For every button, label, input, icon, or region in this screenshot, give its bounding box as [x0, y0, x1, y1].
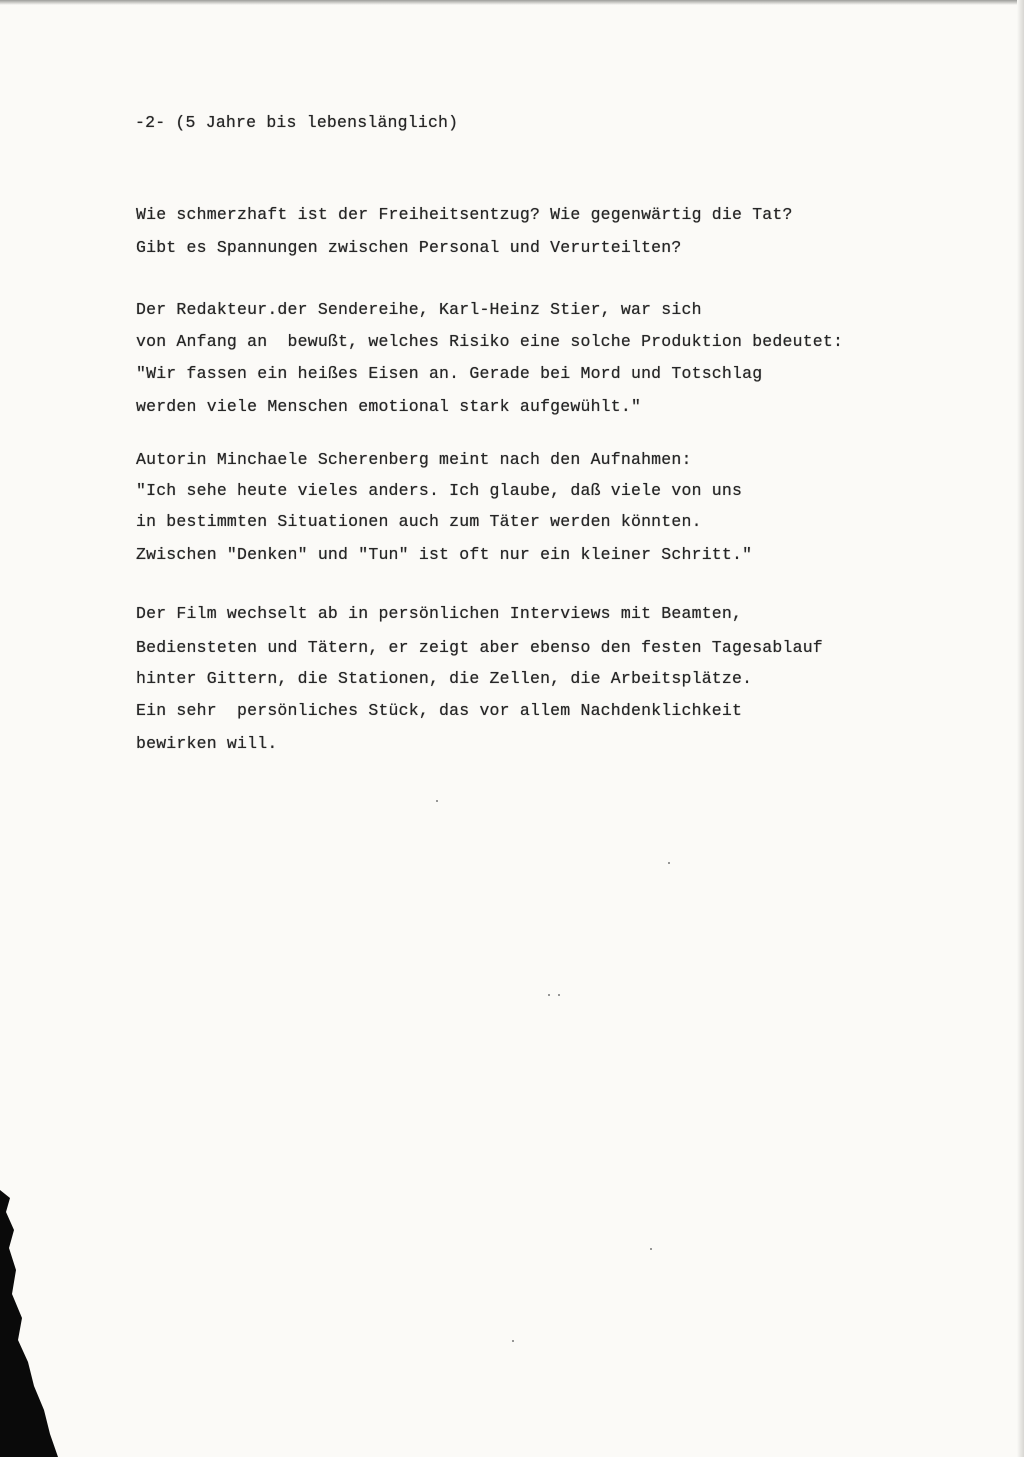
paragraph-4-line-3: hinter Gittern, die Stationen, die Zellen, die Arbeitsplätze. — [136, 669, 753, 688]
paper-speck — [436, 800, 438, 802]
paper-speck — [650, 1248, 652, 1250]
paragraph-3-line-2: "Ich sehe heute vieles anders. Ich glaube, daß viele von uns — [136, 481, 743, 500]
paragraph-2-line-1: Der Redakteur.der Sendereihe, Karl-Heinz Stier, war sich — [136, 300, 702, 319]
paper-speck — [558, 994, 560, 996]
paragraph-4-line-5: bewirken will. — [136, 734, 278, 753]
paragraph-4-line-1: Der Film wechselt ab in persönlichen Interviews mit Beamten, — [136, 604, 743, 623]
paragraph-3-line-3: in bestimmten Situationen auch zum Täter werden könnten. — [136, 512, 702, 531]
paragraph-1-line-1: Wie schmerzhaft ist der Freiheitsentzug? Wie gegenwärtig die Tat? — [136, 205, 793, 224]
page-heading: -2- (5 Jahre bis lebenslänglich) — [135, 113, 459, 132]
paragraph-1-line-2: Gibt es Spannungen zwischen Personal und Verurteilten? — [136, 238, 682, 257]
paragraph-3-line-1: Autorin Minchaele Scherenberg meint nach den Aufnahmen: — [136, 450, 692, 469]
torn-paper-edge — [0, 1190, 70, 1457]
paragraph-4-line-4: Ein sehr persönliches Stück, das vor allem Nachdenklichkeit — [136, 701, 743, 720]
paper-speck — [668, 862, 670, 864]
paper-speck — [548, 994, 550, 996]
paragraph-2-line-4: werden viele Menschen emotional stark aufgewühlt." — [136, 397, 642, 416]
paragraph-2-line-3: "Wir fassen ein heißes Eisen an. Gerade bei Mord und Totschlag — [136, 364, 763, 383]
paragraph-2-line-2: von Anfang an bewußt, welches Risiko eine solche Produktion bedeutet: — [136, 332, 844, 351]
paper-speck — [512, 1340, 514, 1342]
paragraph-4-line-2: Bediensteten und Tätern, er zeigt aber ebenso den festen Tagesablauf — [136, 638, 823, 657]
page-right-edge — [1017, 0, 1024, 1457]
page-top-shadow — [0, 0, 1024, 5]
paragraph-3-line-4: Zwischen "Denken" und "Tun" ist oft nur ein kleiner Schritt." — [136, 545, 753, 564]
document-text — [0, 0, 844, 753]
